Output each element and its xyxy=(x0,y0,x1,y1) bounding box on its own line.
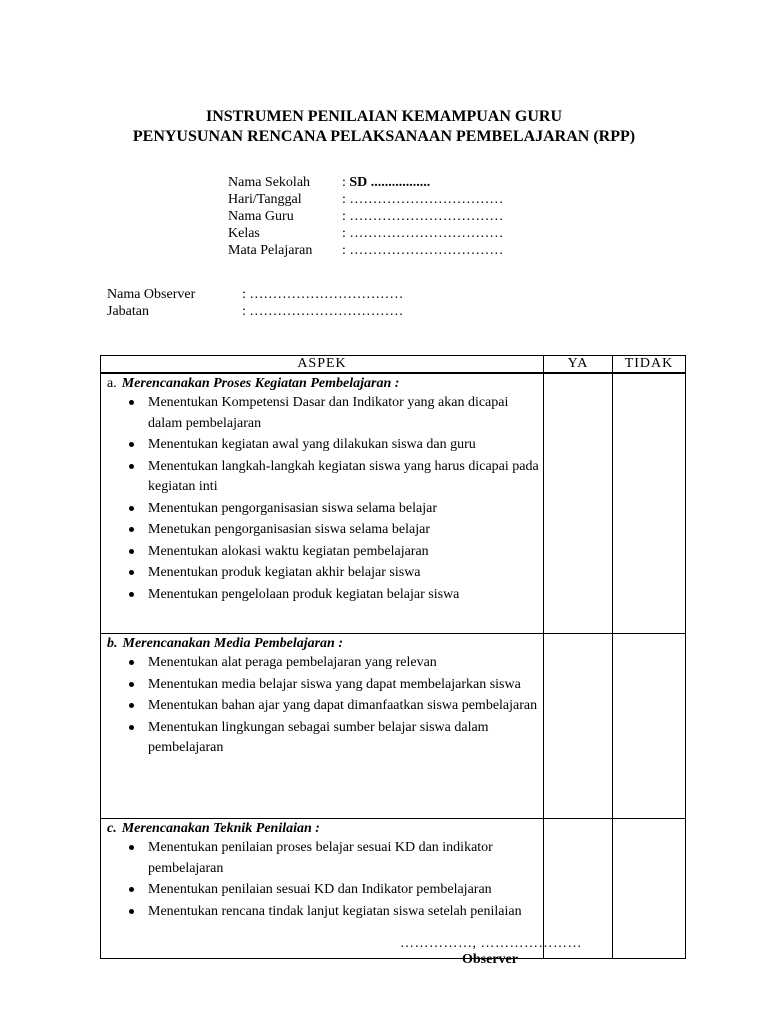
section-a-row xyxy=(101,373,686,634)
signature-date-line: ……………, ………………… xyxy=(400,936,582,951)
nama-sekolah-value xyxy=(342,174,430,191)
section-b-tidak-cell[interactable] xyxy=(613,634,686,819)
list-item: Menentukan alat peraga pembelajaran yang relevan xyxy=(101,653,543,674)
section-b-aspek-cell xyxy=(101,634,544,819)
nama-observer-label: Nama Observer xyxy=(107,287,196,302)
section-a-items xyxy=(101,393,543,605)
mata-pelajaran-label: Mata Pelajaran xyxy=(228,243,313,258)
document-title-line2: PENYUSUNAN RENCANA PELAKSANAAN PEMBELAJARAN (RPP) xyxy=(132,128,636,145)
info-row-nama-observer xyxy=(107,286,403,303)
table-header-row xyxy=(101,356,686,374)
list-item: Menentukan Kompetensi Dasar dan Indikator yang akan dicapai dalam pembelajaran xyxy=(101,393,543,434)
section-c-heading xyxy=(101,819,543,838)
section-c-tidak-cell[interactable] xyxy=(613,819,686,959)
list-item: Menentukan alokasi waktu kegiatan pembelajaran xyxy=(101,542,543,563)
list-item: Menentukan pengelolaan produk kegiatan belajar siswa xyxy=(101,585,543,606)
section-b-heading xyxy=(101,634,543,653)
list-item: Menentukan produk kegiatan akhir belajar siswa xyxy=(101,563,543,584)
list-item: Menentukan kegiatan awal yang dilakukan siswa dan guru xyxy=(101,435,543,456)
header-ya: YA xyxy=(544,356,613,374)
section-b-title: Merencanakan Media Pembelajaran : xyxy=(122,636,343,651)
list-item: Menentukan lingkungan sebagai sumber belajar siswa dalam pembelajaran xyxy=(101,718,543,759)
observer-info-block xyxy=(107,286,403,320)
mata-pelajaran-value: : …………………………… xyxy=(342,243,504,258)
section-c-items xyxy=(101,838,543,922)
signature-role: Observer xyxy=(462,952,518,967)
section-b-letter: b. xyxy=(107,636,118,651)
section-b-row xyxy=(101,634,686,819)
kelas-label: Kelas xyxy=(228,226,260,241)
info-row-nama-guru xyxy=(228,208,503,225)
header-aspek: ASPEK xyxy=(101,356,544,374)
hari-tanggal-value: : …………………………… xyxy=(342,192,504,207)
section-a-tidak-cell[interactable] xyxy=(613,373,686,634)
section-c-letter: c. xyxy=(107,821,117,836)
document-title-line1: INSTRUMEN PENILAIAN KEMAMPUAN GURU xyxy=(206,108,562,125)
info-row-jabatan xyxy=(107,303,403,320)
header-tidak: TIDAK xyxy=(613,356,686,374)
section-c-title: Merencanakan Teknik Penilaian : xyxy=(121,821,320,836)
assessment-table xyxy=(100,355,686,959)
section-a-ya-cell[interactable] xyxy=(544,373,613,634)
section-a-title: Merencanakan Proses Kegiatan Pembelajaran : xyxy=(121,376,400,391)
section-a-letter: a. xyxy=(107,376,117,391)
list-item: Menentukan pengorganisasian siswa selama belajar xyxy=(101,499,543,520)
info-row-mata-pelajaran xyxy=(228,242,503,259)
list-item: Menentukan penilaian sesuai KD dan Indikator pembelajaran xyxy=(101,880,543,901)
nama-guru-value: : …………………………… xyxy=(342,209,504,224)
list-item: Menentukan media belajar siswa yang dapat membelajarkan siswa xyxy=(101,675,543,696)
school-info-block xyxy=(228,174,503,259)
nama-sekolah-prefix: : xyxy=(342,175,350,190)
list-item: Menetukan pengorganisasian siswa selama belajar xyxy=(101,520,543,541)
hari-tanggal-label: Hari/Tanggal xyxy=(228,192,302,207)
list-item: Menentukan rencana tindak lanjut kegiatan siswa setelah penilaian xyxy=(101,902,543,923)
jabatan-label: Jabatan xyxy=(107,304,149,319)
nama-guru-label: Nama Guru xyxy=(228,209,294,224)
section-b-items xyxy=(101,653,543,759)
jabatan-value: : …………………………… xyxy=(242,304,404,319)
nama-observer-value: : …………………………… xyxy=(242,287,404,302)
info-row-hari-tanggal xyxy=(228,191,503,208)
info-row-nama-sekolah xyxy=(228,174,503,191)
info-row-kelas xyxy=(228,225,503,242)
nama-sekolah-label: Nama Sekolah xyxy=(228,175,311,190)
list-item: Menentukan penilaian proses belajar sesuai KD dan indikator pembelajaran xyxy=(101,838,543,879)
section-b-ya-cell[interactable] xyxy=(544,634,613,819)
section-a-aspek-cell xyxy=(101,373,544,634)
list-item: Menentukan langkah-langkah kegiatan siswa yang harus dicapai pada kegiatan inti xyxy=(101,457,543,498)
section-a-heading xyxy=(101,374,543,393)
section-c-row xyxy=(101,819,686,959)
kelas-value: : …………………………… xyxy=(342,226,504,241)
nama-sekolah-sd: SD ................. xyxy=(349,175,431,190)
list-item: Menentukan bahan ajar yang dapat dimanfaatkan siswa pembelajaran xyxy=(101,696,543,717)
